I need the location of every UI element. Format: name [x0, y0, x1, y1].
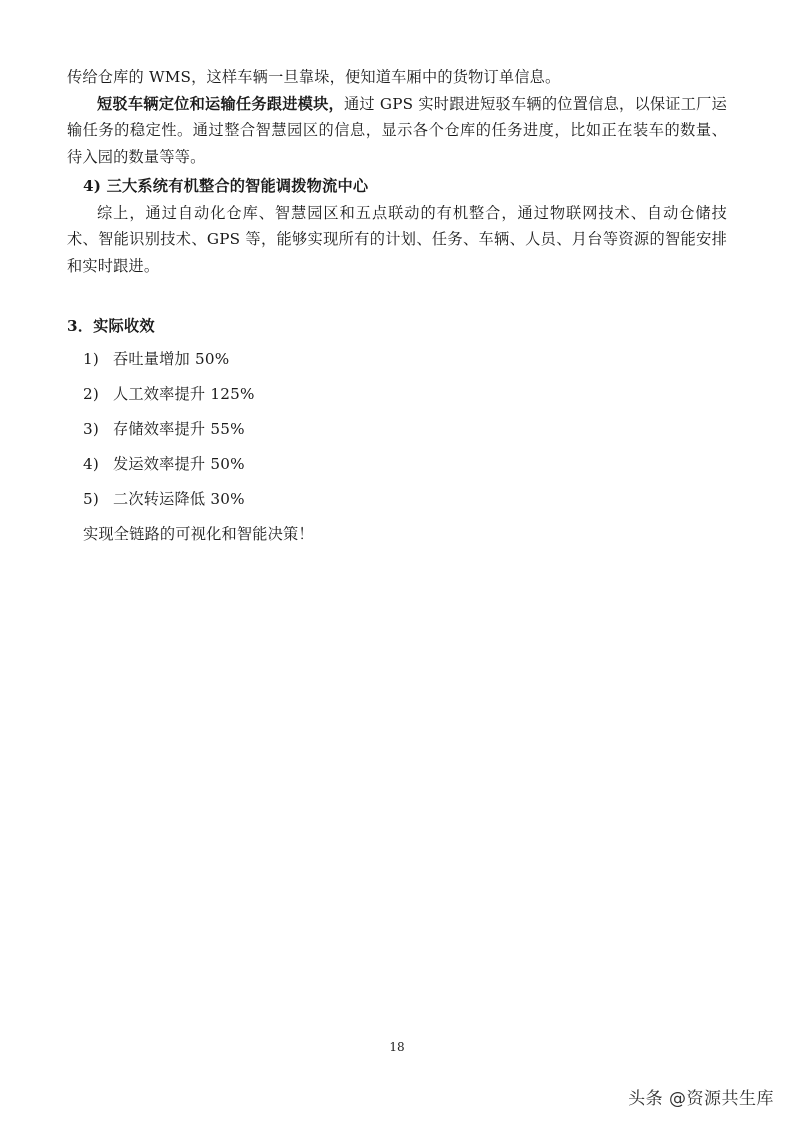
- list-item-number: 2): [83, 384, 99, 403]
- list-item-number: 3): [83, 419, 99, 438]
- list-item-text: 存储效率提升 55%: [113, 419, 245, 438]
- paragraph-summary: 综上，通过自动化仓库、智慧园区和五点联动的有机整合，通过物联网技术、自动仓储技术、智能识别技术、GPS 等，能够实现所有的计划、任务、车辆、人员、月台等资源的智能安排和实时跟进。: [67, 203, 727, 275]
- list-item-text: 吞吐量增加 50%: [113, 349, 230, 368]
- list-item: [83, 486, 727, 513]
- list-item: [83, 416, 727, 443]
- list-item-number: 1): [83, 349, 99, 368]
- list-item-text: 发运效率提升 50%: [113, 454, 245, 473]
- list-item: [83, 346, 727, 373]
- list-item: [83, 381, 727, 408]
- spacer: [67, 279, 727, 301]
- paragraph-shuttle-tracking-bold: 短驳车辆定位和运输任务跟进模块，: [97, 94, 344, 113]
- list-item: [83, 451, 727, 478]
- paragraph-wms: 传给仓库的 WMS，这样车辆一旦靠垛，便知道车厢中的货物订单信息。: [67, 68, 561, 86]
- list-item-number: 4): [83, 454, 99, 473]
- closing-statement: 实现全链路的可视化和智能决策！: [83, 524, 314, 543]
- document-page: [67, 64, 727, 547]
- list-item-text: 二次转运降低 30%: [113, 489, 245, 508]
- subheading-integration: 4) 三大系统有机整合的智能调拨物流中心: [83, 177, 369, 195]
- paragraph-shuttle-tracking-text: 通过 GPS 实时跟进短驳车辆的位置信息，以保证工厂运输任务的稳定性。通过整合智慧园区的信息，显示各个仓库的任务进度，比如正在装车的数量、待入园的数量等等。: [67, 94, 728, 166]
- section-title-results: 3．实际收效: [67, 317, 155, 335]
- paragraph-shuttle-tracking: [67, 91, 727, 171]
- page-number: 18: [389, 1040, 405, 1054]
- results-list: [67, 346, 727, 513]
- list-item-text: 人工效率提升 125%: [113, 384, 255, 403]
- list-item-number: 5): [83, 489, 99, 508]
- watermark-logo: 头条 @资源共生库: [628, 1089, 774, 1109]
